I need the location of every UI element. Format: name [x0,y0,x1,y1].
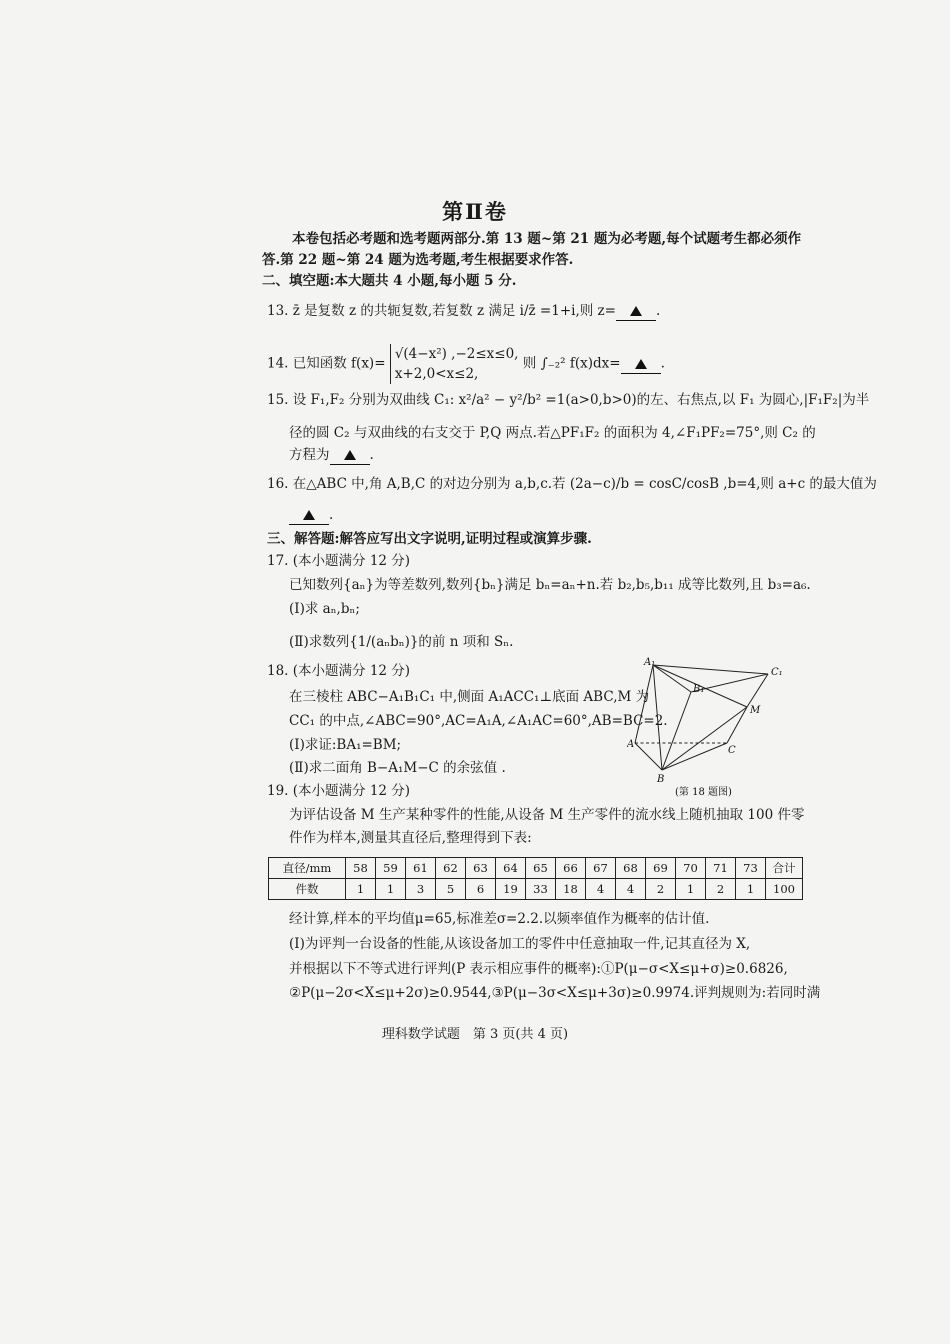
table-cell: 58 [346,858,376,879]
table-cell: 4 [616,879,646,900]
table-header-count: 件数 [269,879,346,900]
q18-line-4: (Ⅱ)求二面角 B−A₁M−C 的余弦值 . [289,760,506,776]
q14-case-1: √(4−x²) ,−2≤x≤0, [394,346,519,362]
q17-line-2: (Ⅰ)求 aₙ,bₙ; [289,601,360,617]
figure-caption: (第 18 题图) [675,787,732,798]
table-cell: 69 [646,858,676,879]
q17-head: 17. (本小题满分 12 分) [267,553,411,569]
table-row-count [269,879,803,900]
label-a: A [627,739,635,750]
edge-b1b [662,692,691,770]
table-cell: 18 [556,879,586,900]
q18-line-3: (Ⅰ)求证:BA₁=BM; [289,737,402,753]
question-13: 13. z̄ 是复数 z 的共轭复数,若复数 z 满足 i/z̄ =1+i,则 z= . [267,303,661,319]
question-14: 14. 已知函数 f(x)= √(4−x²) ,−2≤x≤0, x+2,0<x≤2, 则 ∫₋₂² f(x)dx= . [267,346,665,382]
edge-bm [662,707,747,770]
table-cell: 67 [586,858,616,879]
part3-heading: 三、解答题:解答应写出文字说明,证明过程或演算步骤. [267,531,592,547]
answer-blank [330,446,370,465]
table-cell: 4 [586,879,616,900]
label-c: C [728,745,736,756]
q16-line-1: 16. 在△ABC 中,角 A,B,C 的对边分别为 a,b,c.若 (2a−c)/b = cosC/cosB ,b=4,则 a+c 的最大值为 [267,476,877,492]
table-cell: 66 [556,858,586,879]
edge-a1b [653,665,662,770]
q14-text-a: 14. 已知函数 f(x)= [267,355,386,372]
table-cell: 1 [676,879,706,900]
edge-a1a [635,665,653,743]
table-cell: 63 [466,858,496,879]
table-row-diameter [269,858,803,879]
intro-line-2: 答.第 22 题~第 24 题为选考题,考生根据要求作答. [262,252,574,268]
q14-case-2: x+2,0<x≤2, [394,366,479,382]
part2-heading: 二、填空题:本大题共 4 小题,每小题 5 分. [262,273,517,289]
table-cell: 68 [616,858,646,879]
q19-head: 19. (本小题满分 12 分) [267,783,411,799]
table-cell: 5 [436,879,466,900]
q17-line-3: (Ⅱ)求数列{1/(aₙbₙ)}的前 n 项和 Sₙ. [289,634,514,650]
table-cell: 1 [346,879,376,900]
q18-head: 18. (本小题满分 12 分) [267,663,411,679]
edge-bc [662,743,727,770]
triangle-icon [303,510,315,520]
q19-line-4: (Ⅰ)为评判一台设备的性能,从该设备加工的零件中任意抽取一件,记其直径为 X, [289,936,751,952]
label-a1: A₁ [644,657,656,668]
table-cell: 3 [406,879,436,900]
table-cell-total: 100 [766,879,803,900]
prism-figure [627,655,797,800]
table-header-diameter: 直径/mm [269,858,346,879]
edge-a1b1 [653,665,691,692]
answer-blank [621,355,661,374]
q19-line-2: 件作为样本,测量其直径后,整理得到下表: [289,830,532,846]
q13-text-b: i/z̄ =1+i,则 z= [519,303,616,319]
q18-line-1: 在三棱柱 ABC−A₁B₁C₁ 中,侧面 A₁ACC₁⊥底面 ABC,M 为 [289,689,650,705]
triangle-icon [635,359,647,369]
table-cell: 71 [706,858,736,879]
table-cell: 70 [676,858,706,879]
section-title: 第Ⅱ卷 [442,199,508,224]
table-cell: 59 [376,858,406,879]
q19-line-6: ②P(μ−2σ<X≤μ+2σ)≥0.9544,③P(μ−3σ<X≤μ+3σ)≥0.9974.评判规则为:若同时满 [289,985,821,1001]
table-cell: 73 [736,858,766,879]
table-cell: 1 [376,879,406,900]
table-cell: 61 [406,858,436,879]
edge-ab [635,743,662,770]
label-b: B [657,774,665,785]
q14-cases [390,344,519,384]
table-header-total: 合计 [766,858,803,879]
table-cell: 62 [436,858,466,879]
table-cell: 33 [526,879,556,900]
triangle-icon [344,450,356,460]
q15-text: 方程为 [289,447,330,463]
label-c1: C₁ [771,667,783,678]
triangle-icon [630,306,642,316]
q19-line-5: 并根据以下不等式进行评判(P 表示相应事件的概率):①P(μ−σ<X≤μ+σ)≥0.6826, [289,961,788,977]
q19-line-3: 经计算,样本的平均值μ=65,标准差σ=2.2.以频率值作为概率的估计值. [289,911,710,927]
label-b1: B₁ [693,684,705,695]
edge-mc1 [747,674,768,707]
answer-blank [616,302,656,321]
table-cell: 64 [496,858,526,879]
table-cell: 2 [706,879,736,900]
answer-blank [289,506,329,525]
table-cell: 1 [736,879,766,900]
table-cell: 6 [466,879,496,900]
table-cell: 19 [496,879,526,900]
label-m: M [750,705,761,716]
q19-line-1: 为评估设备 M 生产某种零件的性能,从设备 M 生产零件的流水线上随机抽取 100 件零 [289,807,805,823]
q16-line-2: . [289,506,333,525]
diameter-table [268,857,803,900]
q15-line-1: 15. 设 F₁,F₂ 分别为双曲线 C₁: x²/a² − y²/b² =1(a>0,b>0)的左、右焦点,以 F₁ 为圆心,|F₁F₂|为半 [267,392,870,408]
intro-line-1: 本卷包括必考题和选考题两部分.第 13 题~第 21 题为必考题,每个试题考生都必须作 [292,231,802,247]
q14-text-b: 则 ∫₋₂² f(x)dx= [522,355,621,372]
table-cell: 65 [526,858,556,879]
table-cell: 2 [646,879,676,900]
q15-line-3: 方程为 . [289,447,374,463]
q18-line-2: CC₁ 的中点,∠ABC=90°,AC=A₁A,∠A₁AC=60°,AB=BC=2. [289,713,668,729]
page-footer: 理科数学试题 第 3 页(共 4 页) [381,1027,569,1042]
q15-line-2: 径的圆 C₂ 与双曲线的右支交于 P,Q 两点.若△PF₁F₂ 的面积为 4,∠F₁PF₂=75°,则 C₂ 的 [289,425,816,441]
q13-text-a: 13. z̄ 是复数 z 的共轭复数,若复数 z 满足 [267,303,516,319]
edge-cm [727,707,747,743]
q17-line-1: 已知数列{aₙ}为等差数列,数列{bₙ}满足 bₙ=aₙ+n.若 b₂,b₅,b₁₁ 成等比数列,且 b₃=a₆. [289,577,811,593]
